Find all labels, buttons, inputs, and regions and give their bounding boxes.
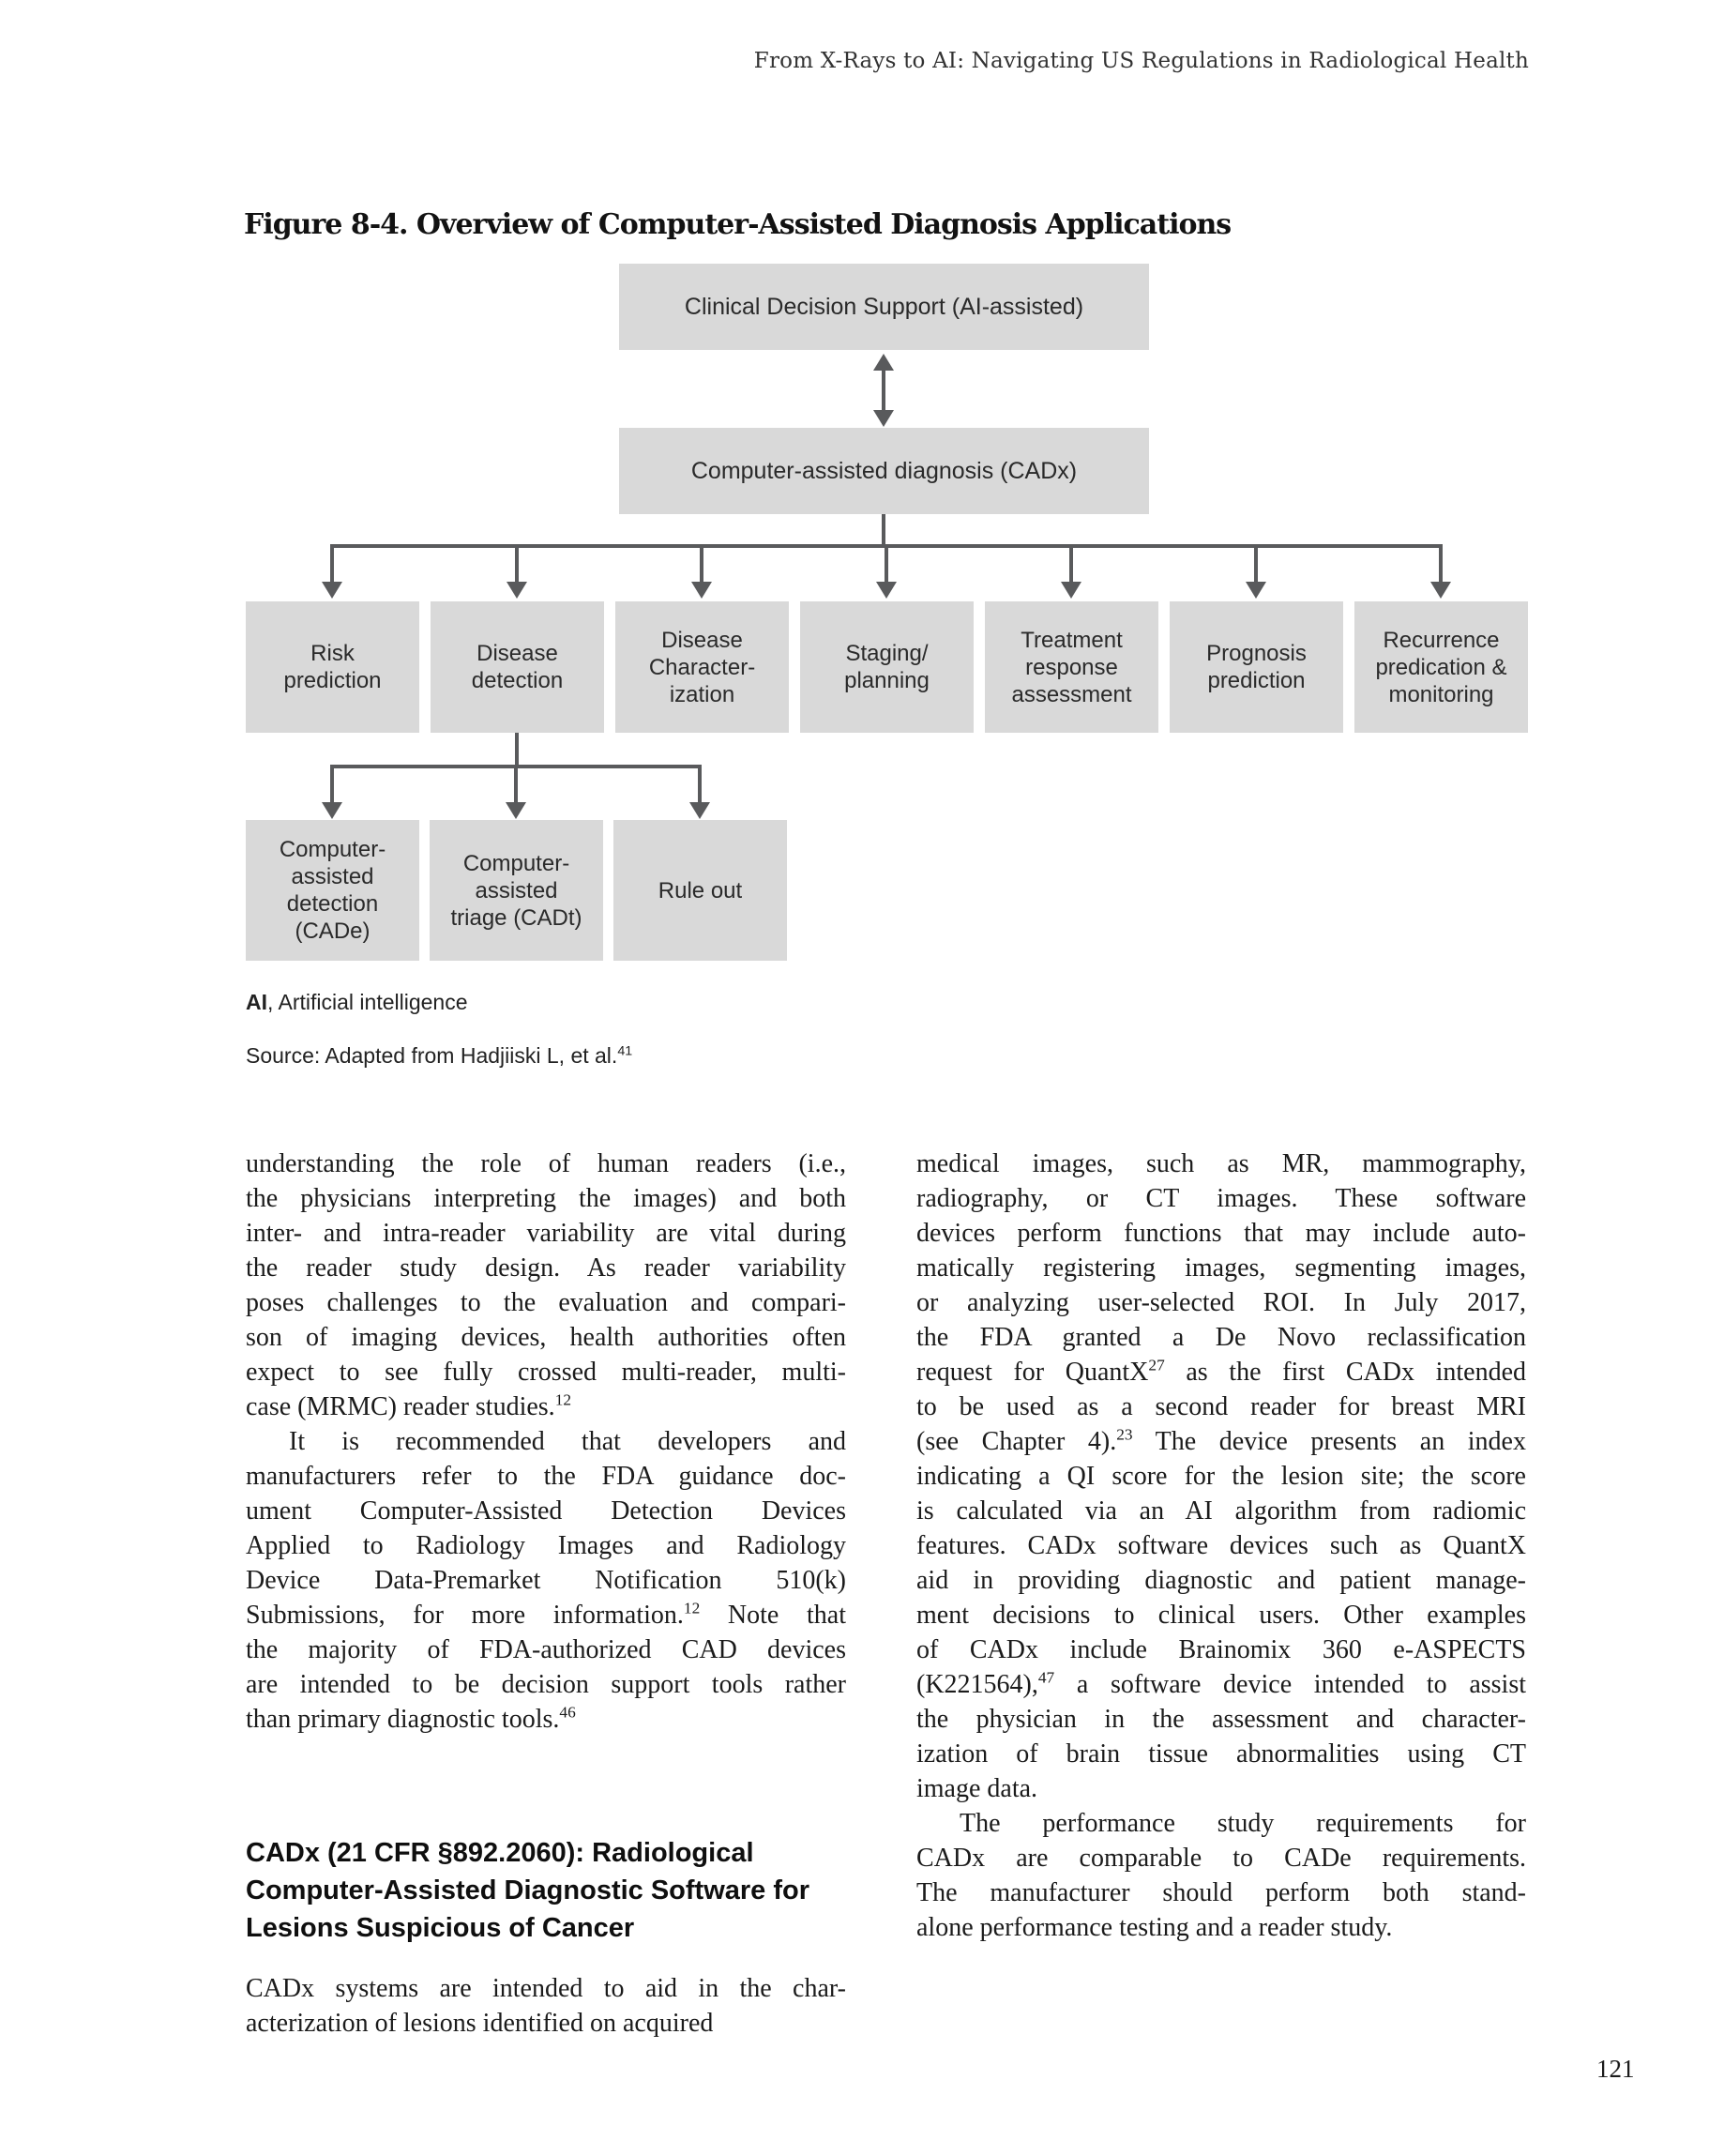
connector-stem [882, 514, 885, 546]
text-line: response [1025, 654, 1118, 680]
connector-vertical [882, 368, 885, 412]
text-line: (see Chapter 4).$^{23}$ The device presents an index [916, 1425, 1526, 1456]
node-staging-planning [800, 601, 974, 733]
node-cadx [619, 428, 1149, 514]
node-label: Computer-assisted diagnosis (CADx) [690, 457, 1078, 484]
text-line: indicating a QI score for the lesion site; the score [916, 1462, 1526, 1491]
arrowhead-down-icon [322, 582, 342, 599]
text-line: the reader study design. As reader variability [246, 1253, 846, 1283]
text-line: Lesions Suspicious of Cancer [246, 1913, 635, 1943]
text-line: Computer- [462, 850, 570, 876]
text-line: It is recommended that developers and [289, 1427, 846, 1456]
source-note: Source: Adapted from Hadjiiski L, et al.$^{41}$ [246, 1043, 633, 1068]
connector-drop [330, 544, 334, 584]
node-treatment-response-assessment [985, 601, 1158, 733]
text-line: CADx are comparable to CADe requirements. [916, 1844, 1526, 1873]
text-line: ization [669, 681, 735, 707]
text-line: assisted [291, 864, 374, 889]
node-risk-prediction [246, 601, 419, 733]
node-rule-out [613, 820, 787, 961]
text-line: case (MRMC) reader studies.$^{12}$ [246, 1390, 572, 1421]
text-line: aid in providing diagnostic and patient manage- [916, 1566, 1526, 1595]
text-line: detection [286, 891, 379, 917]
text-line: poses challenges to the evaluation and compari- [246, 1288, 846, 1317]
connector-drop [515, 544, 519, 584]
node-cade [246, 820, 419, 961]
text-line: the physicians interpreting the images) and both [246, 1184, 846, 1213]
text-line: radiography, or CT images. These software [916, 1184, 1526, 1213]
text-line: The manufacturer should perform both stand- [916, 1878, 1526, 1907]
text-line: alone performance testing and a reader study. [916, 1913, 1393, 1942]
section-heading [246, 1834, 846, 1947]
arrowhead-down-icon [507, 582, 527, 599]
node-clinical-decision-support [619, 264, 1149, 350]
text-line: ization of brain tissue abnormalities using CT [916, 1739, 1526, 1769]
text-line: Computer- [279, 837, 386, 862]
text-line: (K221564),$^{47}$ a software device intended to assist [916, 1668, 1526, 1699]
text-line: to be used as a second reader for breast MRI [916, 1392, 1526, 1421]
text-line: monitoring [1388, 681, 1494, 707]
text-line: are intended to be decision support tools rather [246, 1670, 846, 1699]
text-line: triage (CADt) [450, 904, 582, 931]
arrowhead-down-icon [1061, 582, 1081, 599]
text-line: CADx systems are intended to aid in the char- [246, 1974, 846, 2003]
text-line: matically registering images, segmenting images, [916, 1253, 1526, 1283]
connector-drop [698, 765, 702, 802]
paragraph [246, 1146, 846, 1424]
text-line: detection [471, 668, 564, 693]
connector-drop [1254, 544, 1258, 584]
text-line: son of imaging devices, health authorities often [246, 1323, 846, 1352]
text-line: assessment [1011, 681, 1132, 707]
arrowhead-down-icon [506, 802, 526, 819]
text-line: Staging/ [845, 641, 929, 666]
arrowhead-down-icon [689, 802, 710, 819]
text-line: CADx (21 CFR §892.2060): Radiological [246, 1838, 754, 1868]
paragraph [246, 1971, 846, 2041]
text-line: prediction [283, 668, 382, 693]
text-line: Device Data-Premarket Notification 510(k) [246, 1566, 846, 1595]
connector-stem [515, 733, 519, 767]
text-line: medical images, such as MR, mammography, [916, 1149, 1526, 1178]
text-line: The performance study requirements for [960, 1809, 1526, 1838]
body-right-column [916, 1146, 1526, 1945]
text-line: planning [844, 668, 930, 693]
body-left-column [246, 1146, 846, 2041]
text-line: Prognosis [1206, 641, 1307, 666]
node-label: Clinical Decision Support (AI-assisted) [684, 293, 1084, 320]
text-line: predication & [1375, 654, 1507, 680]
text-line: image data. [916, 1774, 1038, 1803]
connector-drop [700, 544, 703, 584]
abbreviation-note: AI, Artificial intelligence [246, 990, 468, 1014]
text-line: is calculated via an AI algorithm from radiomic [916, 1496, 1526, 1526]
text-line: request for QuantX$^{27}$ as the first CADx intended [916, 1356, 1526, 1387]
node-prognosis-prediction [1170, 601, 1343, 733]
text-line: Rule out [658, 877, 743, 903]
text-line: Treatment [1021, 627, 1123, 653]
page-number: 121 [1596, 2055, 1635, 2083]
paragraph [916, 1146, 1526, 1806]
text-line: Disease [476, 641, 558, 666]
text-line: or analyzing user-selected ROI. In July 2017, [916, 1288, 1526, 1317]
text-line: features. CADx software devices such as QuantX [916, 1531, 1526, 1560]
running-header: From X-Rays to AI: Navigating US Regulations in Radiological Health [753, 49, 1529, 73]
text-line: inter- and intra-reader variability are vital during [246, 1219, 846, 1248]
figure-title: Figure 8-4. Overview of Computer-Assisted Diagnosis Applications [244, 208, 1232, 241]
connector-drop [1439, 544, 1443, 584]
text-line: ument Computer-Assisted Detection Devices [246, 1496, 846, 1526]
text-line: than primary diagnostic tools.$^{46}$ [246, 1703, 576, 1734]
text-line: Risk [310, 641, 355, 666]
text-line: Recurrence [1383, 627, 1500, 653]
arrowhead-down-icon [876, 582, 897, 599]
connector-drop [330, 765, 334, 802]
node-recurrence-predication-monitoring [1354, 601, 1528, 733]
text-line: ment decisions to clinical users. Other examples [916, 1601, 1526, 1630]
arrowhead-down-icon [691, 582, 712, 599]
connector-drop [885, 544, 888, 584]
node-cadt [430, 820, 603, 961]
text-line: (CADe) [295, 919, 371, 944]
text-line: Applied to Radiology Images and Radiology [246, 1531, 846, 1560]
text-line: Submissions, for more information.$^{12}$ Note that [246, 1599, 846, 1630]
text-line: Character- [648, 654, 756, 680]
text-line: of CADx include Brainomix 360 e-ASPECTS [916, 1635, 1526, 1664]
connector-drop [1069, 544, 1073, 584]
text-line: Computer-Assisted Diagnostic Software for [246, 1875, 810, 1905]
node-disease-detection [431, 601, 604, 733]
text-line: assisted [475, 877, 558, 903]
arrowhead-down-icon [1246, 582, 1266, 599]
text-line: devices perform functions that may include auto- [916, 1219, 1526, 1248]
text-line: acterization of lesions identified on acquired [246, 2009, 714, 2038]
text-line: the physician in the assessment and character- [916, 1705, 1526, 1734]
arrowhead-down-icon [322, 802, 342, 819]
text-line: Disease [661, 627, 743, 653]
node-disease-characterization [615, 601, 789, 733]
text-line: prediction [1207, 668, 1306, 693]
text-line: understanding the role of human readers (i.e., [246, 1149, 846, 1178]
arrowhead-down-icon [1430, 582, 1451, 599]
paragraph [246, 1424, 846, 1737]
arrowhead-down-icon [873, 410, 894, 427]
text-line: expect to see fully crossed multi-reader, multi- [246, 1358, 846, 1387]
connector-drop [514, 765, 518, 802]
text-line: the majority of FDA-authorized CAD devices [246, 1635, 846, 1664]
text-line: the FDA granted a De Novo reclassification [916, 1323, 1526, 1352]
text-line: manufacturers refer to the FDA guidance doc- [246, 1462, 846, 1491]
paragraph [916, 1806, 1526, 1945]
